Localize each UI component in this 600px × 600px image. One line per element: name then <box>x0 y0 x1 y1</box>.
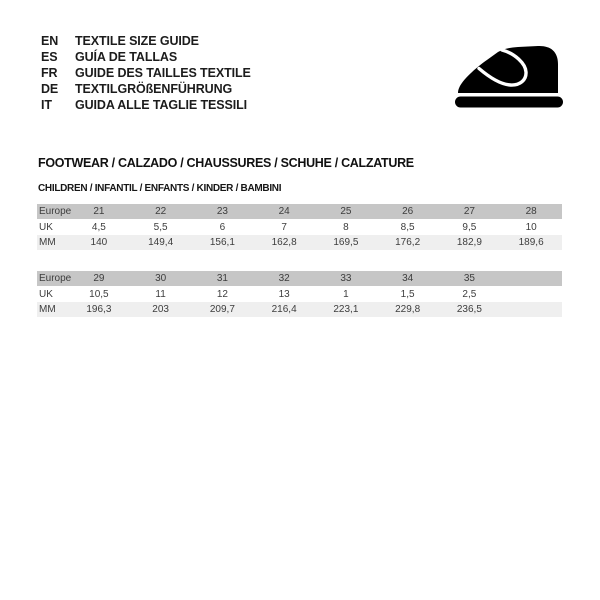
size-cell: 6 <box>219 221 226 233</box>
size-cell: 5,5 <box>153 221 168 233</box>
row-label: UK <box>39 221 53 233</box>
size-cell: 35 <box>463 273 475 285</box>
lang-label: GUÍA DE TALLAS <box>75 50 178 64</box>
size-cell: 34 <box>402 273 414 285</box>
lang-code: EN <box>41 34 59 48</box>
lang-code: IT <box>41 98 52 112</box>
size-cell: 216,4 <box>271 303 297 315</box>
size-cell: 1 <box>343 288 349 300</box>
row-label: MM <box>39 236 56 248</box>
lang-code: FR <box>41 66 58 80</box>
size-cell: 21 <box>93 206 105 218</box>
size-cell <box>500 271 562 286</box>
size-cell: 31 <box>216 273 228 285</box>
size-row-mm <box>37 235 562 250</box>
size-cell: 196,3 <box>86 303 112 315</box>
size-cell: 162,8 <box>271 236 297 248</box>
lang-row-it <box>41 97 251 113</box>
lang-row-en <box>41 33 251 49</box>
size-cell: 169,5 <box>333 236 359 248</box>
lang-code: ES <box>41 50 58 64</box>
size-cell: 10 <box>525 221 537 233</box>
size-cell: 223,1 <box>333 303 359 315</box>
row-label: UK <box>39 288 53 300</box>
size-cell: 203 <box>152 303 169 315</box>
size-cell: 13 <box>278 288 290 300</box>
size-cell: 176,2 <box>395 236 421 248</box>
lang-row-de <box>41 81 251 97</box>
size-cell: 229,8 <box>395 303 421 315</box>
row-label: MM <box>39 303 56 315</box>
size-cell: 26 <box>402 206 414 218</box>
size-cell <box>500 302 562 317</box>
size-cell: 149,4 <box>148 236 174 248</box>
size-cell: 236,5 <box>456 303 482 315</box>
size-cell: 10,5 <box>89 288 109 300</box>
size-cell: 25 <box>340 206 352 218</box>
size-cell: 11 <box>155 288 166 300</box>
size-cell: 209,7 <box>209 303 235 315</box>
size-row-uk <box>37 286 562 301</box>
size-cell: 1,5 <box>400 288 415 300</box>
size-cell: 27 <box>463 206 475 218</box>
size-cell: 156,1 <box>209 236 235 248</box>
lang-code: DE <box>41 82 59 96</box>
size-cell: 12 <box>216 288 228 300</box>
section-title: FOOTWEAR / CALZADO / CHAUSSURES / SCHUHE / CALZATURE <box>38 156 414 170</box>
size-row-europe <box>37 204 562 219</box>
size-cell: 9,5 <box>462 221 477 233</box>
size-cell: 8,5 <box>400 221 415 233</box>
lang-label: GUIDE DES TAILLES TEXTILE <box>75 66 251 80</box>
row-label: Europe <box>39 206 72 218</box>
section-subtitle: CHILDREN / INFANTIL / ENFANTS / KINDER / BAMBINI <box>38 183 282 194</box>
size-cell: 32 <box>278 273 290 285</box>
size-cell: 140 <box>90 236 108 248</box>
size-cell: 182,9 <box>456 236 482 248</box>
size-cell: 33 <box>340 273 352 285</box>
row-label: Europe <box>39 273 72 285</box>
size-cell: 7 <box>281 221 287 233</box>
lang-label: GUIDA ALLE TAGLIE TESSILI <box>75 98 248 112</box>
children-size-table-29-35 <box>37 271 562 317</box>
lang-row-es <box>41 49 251 65</box>
size-row-uk <box>37 219 562 234</box>
lang-label: TEXTILE SIZE GUIDE <box>75 34 199 48</box>
language-list <box>41 33 251 113</box>
lang-row-fr <box>41 65 251 81</box>
size-cell: 28 <box>525 206 537 218</box>
size-cell: 24 <box>278 206 290 218</box>
size-cell: 4,5 <box>91 221 106 233</box>
size-cell: 2,5 <box>462 288 477 300</box>
size-cell: 189,6 <box>518 236 544 248</box>
size-cell <box>500 286 562 301</box>
size-cell: 23 <box>216 206 228 218</box>
size-cell: 30 <box>155 273 167 285</box>
lang-label: TEXTILGRÖßENFÜHRUNG <box>75 82 233 96</box>
size-cell: 22 <box>155 206 167 218</box>
children-size-table-21-28 <box>37 204 562 250</box>
size-cell: 29 <box>93 273 105 285</box>
size-row-europe <box>37 271 562 286</box>
size-row-mm <box>37 302 562 317</box>
kids-shoe-icon <box>452 38 564 108</box>
size-cell: 8 <box>343 221 349 233</box>
